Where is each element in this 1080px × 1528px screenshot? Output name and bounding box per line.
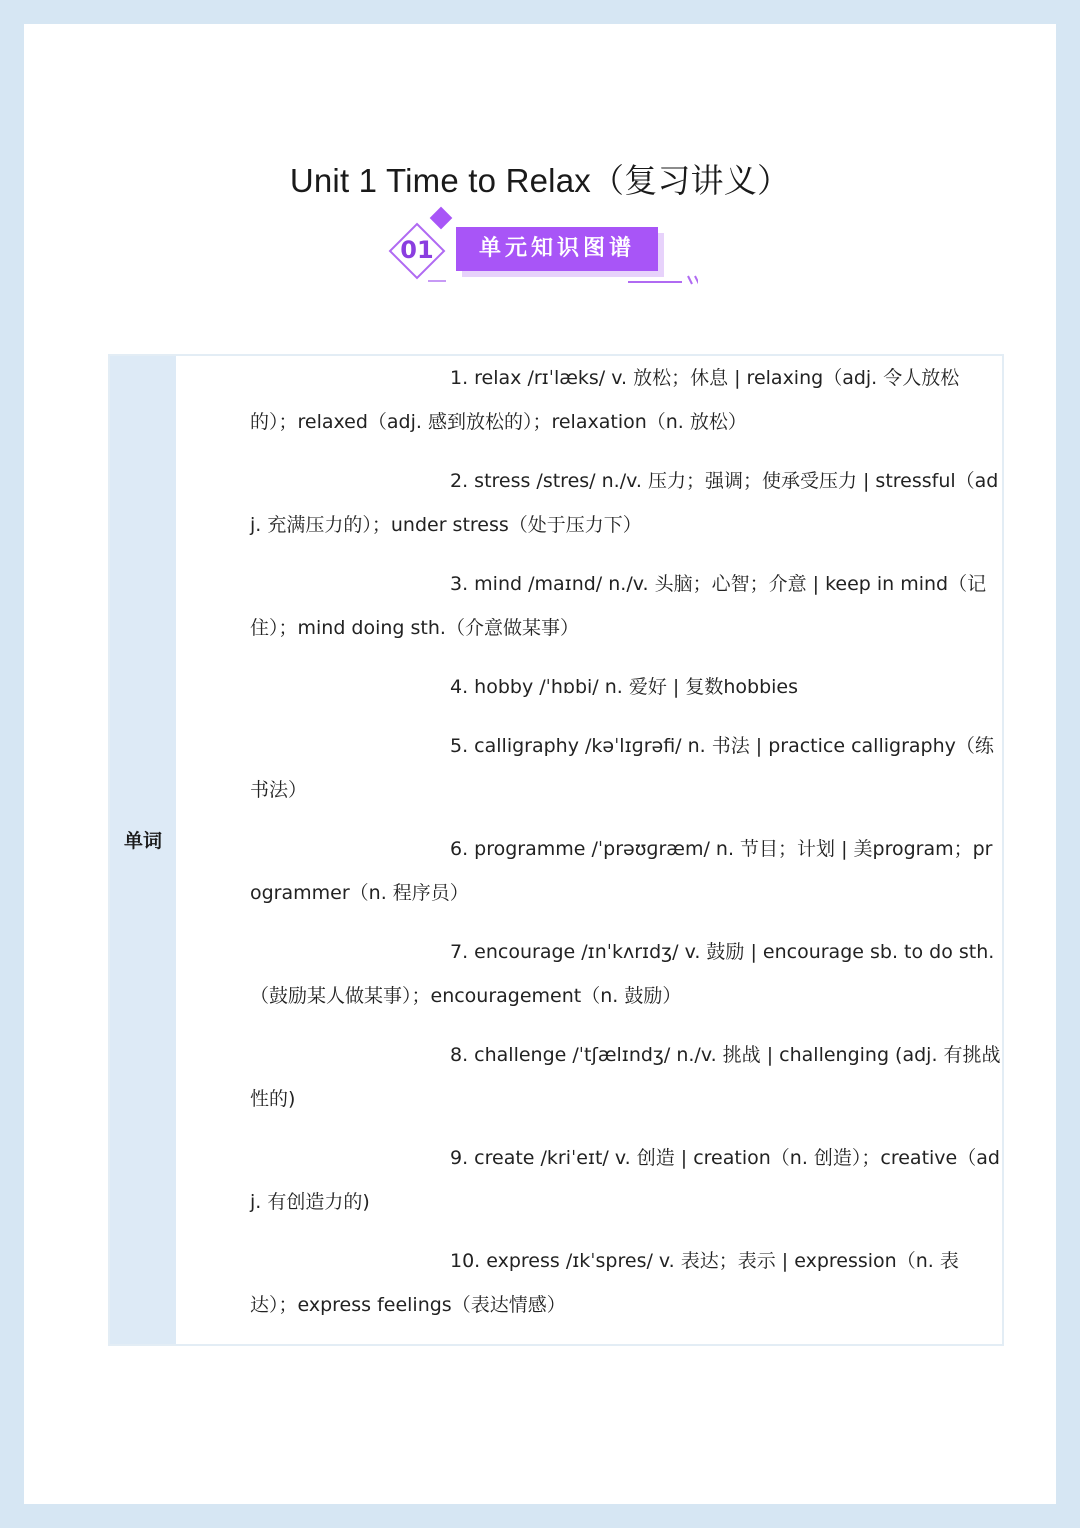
vocabulary-table (108, 354, 1004, 1346)
diamond-icon (430, 207, 453, 230)
entries-cell (176, 356, 1002, 1344)
vocab-entry-10: 10. express /ɪkˈspres/ v. 表达；表示 | expression（n. 表达）；express feelings（表达情感） (250, 1250, 959, 1316)
vocab-entry-4: 4. hobby /ˈhɒbi/ n. 爱好 | 复数hobbies (450, 676, 799, 698)
category-cell (110, 356, 176, 1344)
vocab-entry-6: 6. programme /ˈprəʊɡræm/ n. 节目；计划 | 美program；programmer（n. 程序员） (250, 838, 993, 904)
section-badge (388, 206, 698, 286)
vocab-entry-7: 7. encourage /ɪnˈkʌrɪdʒ/ v. 鼓励 | encourage sb. to do sth.（鼓励某人做某事）；encouragement（n. 鼓励） (250, 941, 995, 1007)
badge-label: 单元知识图谱 (478, 236, 635, 261)
category-label: 单词 (123, 830, 162, 852)
vocab-entry-1: 1. relax /rɪˈlæks/ v. 放松；休息 | relaxing（adj. 令人放松的）；relaxed（adj. 感到放松的）；relaxation（n. 放松） (250, 367, 960, 433)
vocab-entry-3: 3. mind /maɪnd/ n./v. 头脑；心智；介意 | keep in mind（记住）；mind doing sth.（介意做某事） (250, 573, 987, 639)
document-page (24, 24, 1056, 1504)
badge-number: 01 (400, 236, 434, 264)
vocab-entry-9: 9. create /kriˈeɪt/ v. 创造 | creation（n. 创造）；creative（adj. 有创造力的) (250, 1147, 1000, 1213)
document-title: Unit 1 Time to Relax（复习讲义） (289, 162, 791, 199)
vocab-entry-5: 5. calligraphy /kəˈlɪɡrəfi/ n. 书法 | practice calligraphy（练书法） (250, 735, 994, 801)
vocab-entry-2: 2. stress /stres/ n./v. 压力；强调；使承受压力 | stressful（adj. 充满压力的）；under stress（处于压力下） (250, 470, 999, 536)
vocab-entry-8: 8. challenge /ˈtʃælɪndʒ/ n./v. 挑战 | challenging (adj. 有挑战性的) (250, 1044, 1001, 1110)
